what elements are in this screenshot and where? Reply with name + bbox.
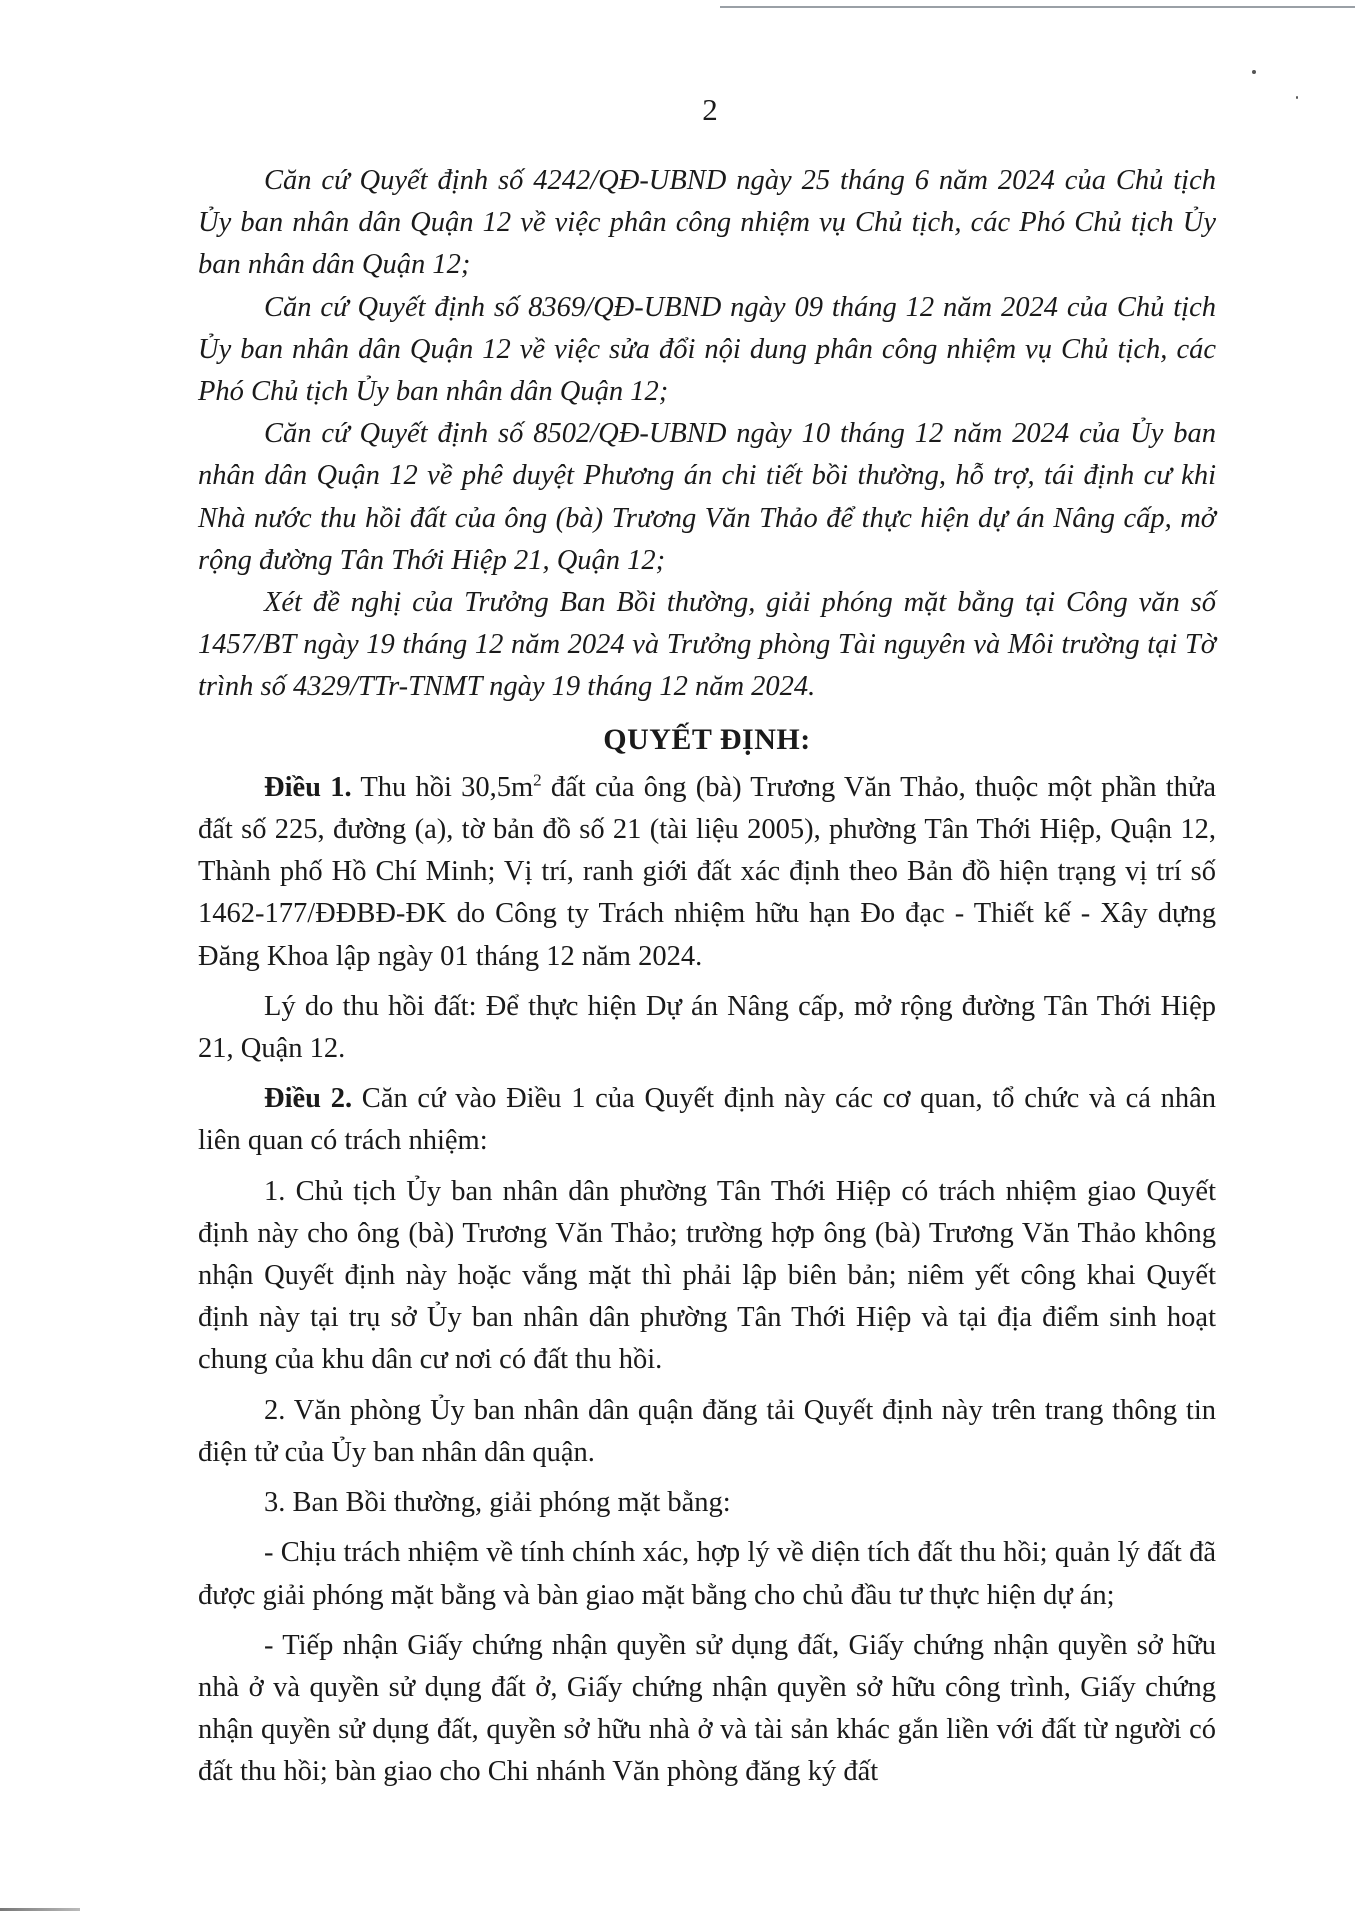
- article-2: [198, 1078, 1216, 1162]
- article-2-item: 2. Văn phòng Ủy ban nhân dân quận đăng tải Quyết định này trên trang thông tin điện tử của Ủy ban nhân dân quận.: [198, 1394, 1216, 1468]
- scan-edge-bottom: [0, 1908, 80, 1911]
- articles: [198, 767, 1216, 1794]
- article-1-reason: Lý do thu hồi đất: Để thực hiện Dự án Nâng cấp, mở rộng đường Tân Thới Hiệp 21, Quận 12.: [198, 990, 1216, 1065]
- preamble-paragraph: Xét đề nghị của Trưởng Ban Bồi thường, giải phóng mặt bằng tại Công văn số 1457/BT ngày 19 tháng 12 năm 2024 và Trưởng phòng Tài nguyên và Môi trường tại Tờ trình số 4329/TTr-TNMT ngày 19 tháng 12 năm 2024.: [198, 587, 1216, 703]
- page-number: 2: [702, 92, 718, 127]
- scan-edge-top: [720, 6, 1355, 8]
- article-2-item: 1. Chủ tịch Ủy ban nhân dân phường Tân Thới Hiệp có trách nhiệm giao Quyết định này cho ông (bà) Trương Văn Thảo; trường hợp ông (bà) Trương Văn Thảo không nhận Quyết định này hoặc vắng mặt thì phải lập biên bản; niêm yết công khai Quyết định này tại trụ sở Ủy ban nhân dân phường Tân Thới Hiệp và tại địa điểm sinh hoạt chung của khu dân cư nơi có đất thu hồi.: [198, 1175, 1216, 1376]
- preamble: [198, 160, 1216, 709]
- article-1-label: Điều 1.: [264, 771, 352, 803]
- superscript: 2: [533, 770, 542, 790]
- article-1-text-a: Thu hồi 30,5m: [351, 771, 534, 803]
- article-2-item: - Chịu trách nhiệm về tính chính xác, hợp lý về diện tích đất thu hồi; quản lý đất đã được giải phóng mặt bằng và bàn giao mặt bằng cho chủ đầu tư thực hiện dự án;: [198, 1537, 1216, 1611]
- decision-heading: QUYẾT ĐỊNH:: [603, 722, 811, 756]
- preamble-paragraph: Căn cứ Quyết định số 8369/QĐ-UBND ngày 09 tháng 12 năm 2024 của Chủ tịch Ủy ban nhân dân Quận 12 về việc sửa đổi nội dung phân công nhiệm vụ Chủ tịch, các Phó Chủ tịch Ủy ban nhân dân Quận 12;: [198, 291, 1216, 408]
- article-2-label: Điều 2.: [264, 1083, 353, 1115]
- article-1-text-b: đất của ông (bà) Trương Văn Thảo, thuộc một phần thửa đất số 225, đường (a), tờ bản đồ số 21 (tài liệu 2005), phường Tân Thới Hiệp, Quận 12, Thành phố Hồ Chí Minh; Vị trí, ranh giới đất xác định theo Bản đồ hiện trạng vị trí số 1462-177/ĐĐBĐ-ĐK do Công ty Trách nhiệm hữu hạn Đo đạc - Thiết kế - Xây dựng Đăng Khoa lập ngày 01 tháng 12 năm 2024.: [198, 771, 1217, 972]
- preamble-paragraph: Căn cứ Quyết định số 4242/QĐ-UBND ngày 25 tháng 6 năm 2024 của Chủ tịch Ủy ban nhân dân Quận 12 về việc phân công nhiệm vụ Chủ tịch, các Phó Chủ tịch Ủy ban nhân dân Quận 12;: [198, 165, 1216, 281]
- preamble-paragraph: Căn cứ Quyết định số 8502/QĐ-UBND ngày 10 tháng 12 năm 2024 của Ủy ban nhân dân Quận 12 về phê duyệt Phương án chi tiết bồi thường, hỗ trợ, tái định cư khi Nhà nước thu hồi đất của ông (bà) Trương Văn Thảo để thực hiện dự án Nâng cấp, mở rộng đường Tân Thới Hiệp 21, Quận 12;: [198, 418, 1216, 576]
- document-body: [198, 160, 1216, 1802]
- scan-speck: [1252, 70, 1256, 74]
- article-2-item: 3. Ban Bồi thường, giải phóng mặt bằng:: [264, 1487, 731, 1519]
- article-2-item: - Tiếp nhận Giấy chứng nhận quyền sử dụng đất, Giấy chứng nhận quyền sở hữu nhà ở và quyền sử dụng đất ở, Giấy chứng nhận quyền sở hữu công trình, Giấy chứng nhận quyền sử dụng đất, quyền sở hữu nhà ở và tài sản khác gắn liền với đất từ người có đất thu hồi; bàn giao cho Chi nhánh Văn phòng đăng ký đất: [198, 1629, 1216, 1788]
- article-2-text: Căn cứ vào Điều 1 của Quyết định này các cơ quan, tổ chức và cá nhân liên quan có trách nhiệm:: [198, 1083, 1217, 1157]
- article-1: [198, 767, 1216, 978]
